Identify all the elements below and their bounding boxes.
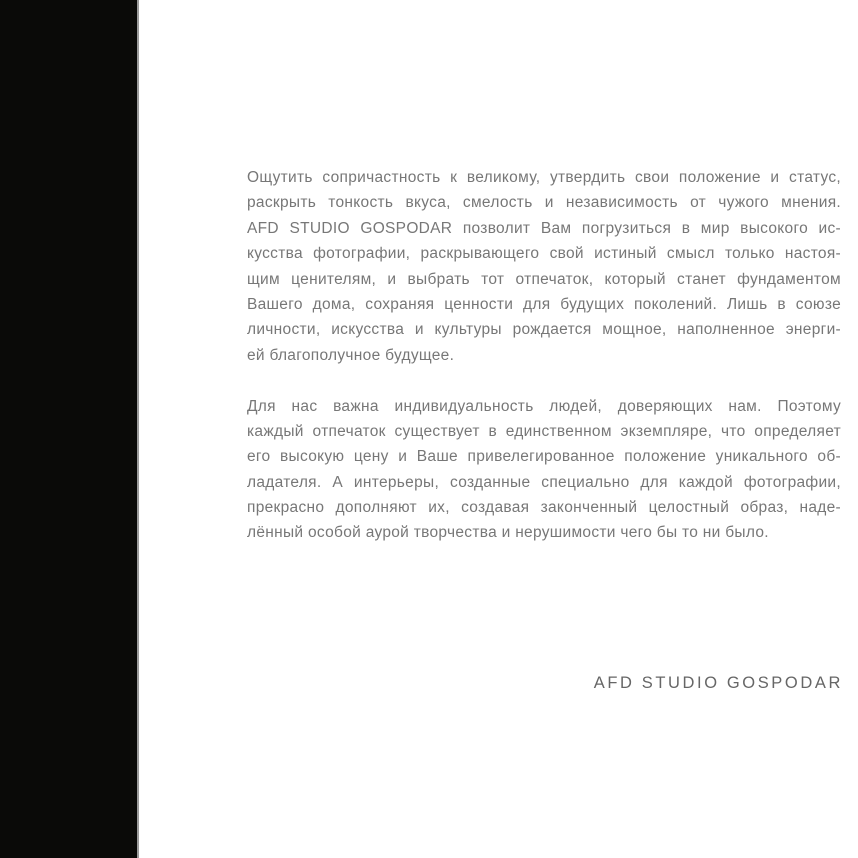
text-line: прекрасно дополняют их, создавая законченный целостный образ, наде- (247, 499, 841, 517)
text-line: ей благополучное будущее. (247, 346, 455, 364)
intro-paragraph (247, 165, 841, 368)
text-line: кусства фотографии, раскрывающего свой истиный смысл только настоя- (247, 245, 841, 263)
text-line: ладателя. А интерьеры, созданные специально для каждой фотографии, (247, 473, 841, 491)
text-line: Вашего дома, сохраняя ценности для будущих поколений. Лишь в союзе (247, 295, 841, 313)
text-line: каждый отпечаток существует в единственном экземпляре, что определяет (247, 422, 841, 440)
individuality-paragraph (247, 394, 841, 546)
text-line: лённый особой аурой творчества и нерушимости чего бы то ни было. (247, 524, 769, 542)
text-line: раскрыть тонкость вкуса, смелость и независимость от чужого мнения. (247, 194, 841, 212)
text-line: его высокую цену и Ваше привелегированное положение уникального об- (247, 448, 841, 466)
page-content (247, 165, 841, 546)
text-line: Ощутить сопричастность к великому, утвердить свои положение и статус, (247, 169, 841, 186)
text-line: Для нас важна индивидуальность людей, доверяющих нам. Поэтому (247, 397, 841, 415)
text-line: щим ценителям, и выбрать тот отпечаток, который станет фундаментом (247, 270, 841, 288)
left-black-band (0, 0, 139, 858)
text-line: личности, искусства и культуры рождается мощное, наполненное энерги- (247, 321, 841, 339)
brand-signature: AFD STUDIO GOSPODAR (593, 674, 843, 692)
text-line: AFD STUDIO GOSPODAR позволит Вам погрузиться в мир высокого ис- (247, 219, 841, 237)
